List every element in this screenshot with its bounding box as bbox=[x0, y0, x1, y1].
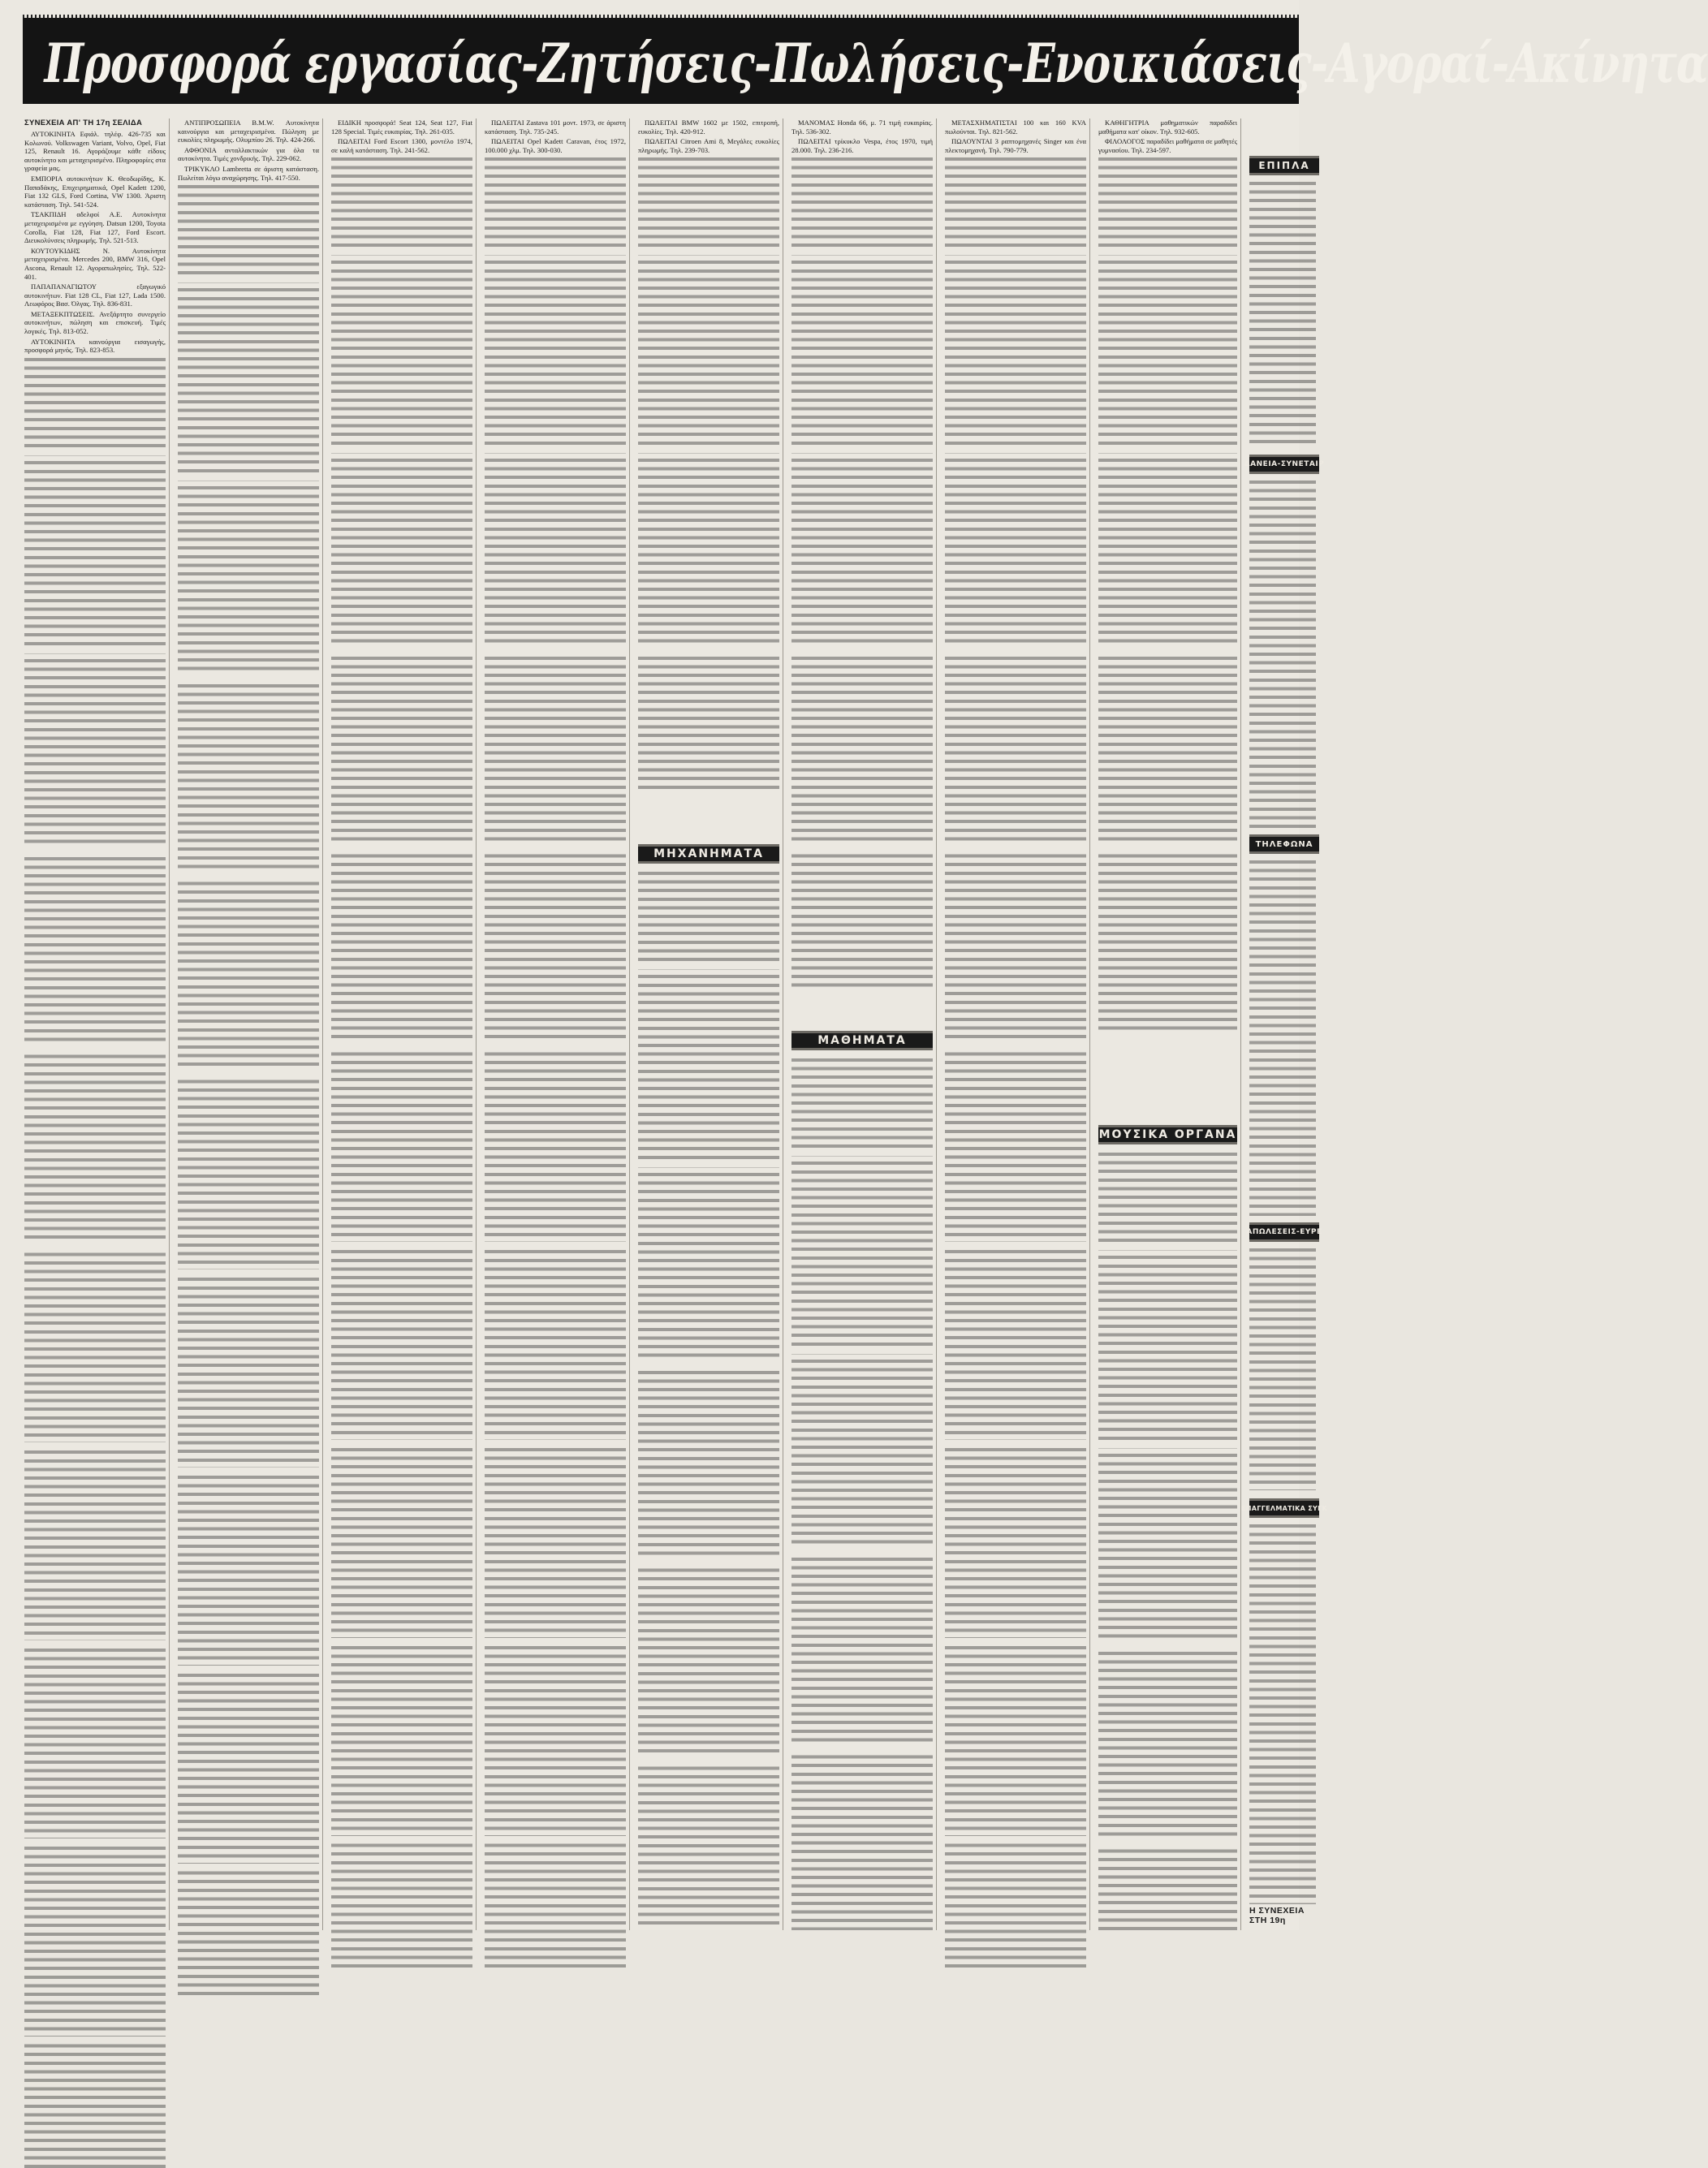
ad-text-block bbox=[638, 156, 779, 789]
ad-text-block bbox=[485, 156, 626, 1968]
masthead-title: Προσφορά εργασίας-Ζητήσεις-Πωλήσεις-Ενοικιάσεις-Αγοραί-Ακίνητα bbox=[44, 32, 1708, 95]
classified-ad: ΕΜΠΟΡΙΑ αυτοκινήτων Κ. Θεοδωρίδης, Κ. Παπαδάκης, Επιχειρηματικά, Opel Kadett 1200, Fiat 132 GLS, Ford Cortina, VW 1300. Άριστη κατάσταση. Τηλ. 541-524. bbox=[24, 174, 166, 209]
ad-text-block bbox=[178, 183, 319, 1995]
section-banner-mechanimata bbox=[638, 844, 779, 864]
section-body bbox=[1249, 1247, 1316, 1490]
ad-text-block bbox=[1098, 1151, 1237, 1930]
ad-text-block bbox=[945, 156, 1086, 1968]
column-5 bbox=[635, 119, 783, 1930]
classified-ad: ΜΕΤΑΣΧΗΜΑΤΙΣΤΑΙ 100 και 160 KVA πωλούνται. Τηλ. 821-562. bbox=[945, 119, 1086, 136]
column-8 bbox=[1095, 119, 1241, 1930]
classified-ad: ΚΟΥΤΟΥΚΙΔΗΣ Ν. Αυτοκίνητα μεταχειρισμένα. Mercedes 200, BMW 316, Opel Ascona, Renault 12. Αγοραπωλησίες. Τηλ. 522-401. bbox=[24, 246, 166, 281]
classified-ad: ΠΑΠΑΠΑΝΑΓΙΩΤΟΥ εξαγωγικό αυτοκινήτων. Fiat 128 CL, Fiat 127, Lada 1500. Λεωφόρος Βασ. Όλγας. Τηλ. 836-831. bbox=[24, 282, 166, 308]
section-banner-epaggelmatika bbox=[1241, 1498, 1327, 1518]
column-9 bbox=[1241, 119, 1327, 1930]
section-banner-epipla bbox=[1249, 156, 1319, 175]
classified-ad: ΑΦΘΟΝΙΑ ανταλλακτικών για όλα τα αυτοκίνητα. Τιμές χονδρικής. Τηλ. 229-062. bbox=[178, 145, 319, 163]
classified-ad: ΑΝΤΙΠΡΟΣΩΠΕΙΑ B.M.W. Αυτοκίνητα καινούργια και μεταχειρισμένα. Πώληση με ευκολίες πληρωμής. Ολυμπίου 26. Τηλ. 424-266. bbox=[178, 119, 319, 144]
classified-ad: ΜΕΤΑΞΕΚΠΤΩΣΕΙΣ. Ανεξάρτητο συνεργείο αυτοκινήτων, πώληση και επισκευή. Τιμές λογικές. Τηλ. 813-052. bbox=[24, 309, 166, 336]
ad-text-block bbox=[638, 870, 779, 1930]
masthead bbox=[23, 18, 1708, 104]
classified-ad: ΦΙΛΟΛΟΓΟΣ παραδίδει μαθήματα σε μαθητές γυμνασίου. Τηλ. 234-597. bbox=[1098, 137, 1237, 154]
classified-ad: ΜΑΝΟΜΑΣ Honda 66, μ. 71 τιμή ευκαιρίας. Τηλ. 536-302. bbox=[791, 119, 933, 136]
classified-ad: ΕΙΔΙΚΗ προσφορά! Seat 124, Seat 127, Fiat 128 Special. Τιμές ευκαιρίας. Τηλ. 261-035. bbox=[331, 119, 472, 136]
classified-ad: ΑΥΤΟΚΙΝΗΤΑ καινούργια εισαγωγής, προσφορά μηνός. Τηλ. 823-853. bbox=[24, 337, 166, 355]
column-2 bbox=[175, 119, 323, 1930]
section-body bbox=[791, 1057, 933, 1930]
column-7 bbox=[942, 119, 1090, 1930]
classified-ad: ΠΩΛΕΙΤΑΙ Opel Kadett Caravan, έτος 1972, 100.000 χλμ. Τηλ. 300-030. bbox=[485, 137, 626, 154]
ad-text-block bbox=[1098, 156, 1237, 1032]
column-1 bbox=[21, 119, 170, 1930]
section-body bbox=[1249, 479, 1316, 828]
section-title: ΔΑΝΕΙΑ-ΣΥΝΕΤΑΙΡ bbox=[1244, 460, 1325, 468]
section-title: ΤΗΛΕΦΩΝΑ bbox=[1255, 839, 1313, 849]
ad-text-block bbox=[791, 1057, 933, 1930]
classified-ad: ΠΩΛΕΙΤΑΙ Zastava 101 μοντ. 1973, σε άριστη κατάσταση. Τηλ. 735-245. bbox=[485, 119, 626, 136]
ad-text-block bbox=[1249, 479, 1316, 828]
classified-ad: ΠΩΛΕΙΤΑΙ Citroen Ami 8, Μεγάλες ευκολίες πληρωμής. Τηλ. 239-703. bbox=[638, 137, 779, 154]
section-body bbox=[1249, 1523, 1316, 1904]
section-body bbox=[638, 870, 779, 1930]
section-body bbox=[1249, 859, 1316, 1216]
section-title: ΜΗΧΑΝΗΜΑΤΑ bbox=[653, 847, 764, 860]
classified-columns bbox=[21, 119, 1327, 1930]
section-banner-apoleseis bbox=[1246, 1222, 1322, 1242]
classified-ad: ΤΡΙΚΥΚΛΟ Lambretta σε άριστη κατάσταση. Πωλείται λόγω αναχώρησης. Τηλ. 417-550. bbox=[178, 164, 319, 182]
section-banner-mathimata bbox=[791, 1031, 933, 1050]
classified-ad: ΠΩΛΟΥΝΤΑΙ 3 ραπτομηχανές Singer και ένα πλεκτομηχανή. Τηλ. 790-779. bbox=[945, 137, 1086, 154]
continuation-footer: Η ΣΥΝΕΧΕΙΑ ΣΤΗ 19η bbox=[1249, 1906, 1305, 1925]
classified-ad: ΠΩΛΕΙΤΑΙ BMW 1602 με 1502, επιτροπή, ευκολίες. Τηλ. 420-912. bbox=[638, 119, 779, 136]
section-banner-daneia bbox=[1244, 455, 1325, 474]
column-3 bbox=[328, 119, 477, 1930]
section-title: ΕΠΑΓΓΕΛΜΑΤΙΚΑ ΣΥΓΚ bbox=[1241, 1504, 1327, 1512]
section-banner-mousika-organa bbox=[1098, 1125, 1237, 1144]
ad-text-block bbox=[1249, 859, 1316, 1216]
classified-ad: ΑΥΤΟΚΙΝΗΤΑ Εφιάλ. τηλέφ. 426-735 και Κολωνού. Volkswagen Variant, Volvo, Opel, Fiat 125, Renault 16. Αγοράζουμε κάθε είδους αυτοκίνητο και μεταχειρισμένο. Πληροφορίες στα γραφεία μας. bbox=[24, 130, 166, 173]
ad-text-block bbox=[1249, 1523, 1316, 1904]
column-6 bbox=[788, 119, 937, 1930]
section-body bbox=[1249, 180, 1316, 448]
ad-text-block bbox=[24, 356, 166, 2168]
section-body bbox=[1098, 1151, 1237, 1930]
classified-ad: ΚΑΘΗΓΗΤΡΙΑ μαθηματικών παραδίδει μαθήματα κατ' οίκον. Τηλ. 932-605. bbox=[1098, 119, 1237, 136]
section-title: ΜΟΥΣΙΚΑ ΟΡΓΑΝΑ bbox=[1098, 1128, 1237, 1141]
section-banner-tilefona bbox=[1249, 834, 1319, 854]
section-title: ΜΑΘΗΜΑΤΑ bbox=[817, 1034, 907, 1047]
classified-ad: ΠΩΛΕΙΤΑΙ Ford Escort 1300, μοντέλο 1974, σε καλή κατάσταση. Τηλ. 241-562. bbox=[331, 137, 472, 154]
classified-ad: ΤΣΑΚΠΙΔΗ αδελφοί Α.Ε. Αυτοκίνητα μεταχειρισμένα με εγγύηση. Datsun 1200, Toyota Corolla, Fiat 128, Fiat 127, Ford Escort. Διευκολύνσεις πληρωμής. Τηλ. 521-513. bbox=[24, 210, 166, 245]
section-title: ΑΠΩΛΕΣΕΙΣ-ΕΥΡΕ bbox=[1246, 1228, 1322, 1236]
column-4 bbox=[481, 119, 630, 1930]
classified-ad: ΠΩΛΕΙΤΑΙ τρίκυκλο Vespa, έτος 1970, τιμή 28.000. Τηλ. 236-216. bbox=[791, 137, 933, 154]
section-title: ΕΠΙΠΛΑ bbox=[1258, 160, 1310, 171]
ad-text-block bbox=[1249, 180, 1316, 448]
continuation-label: ΣΥΝΕΧΕΙΑ ΑΠ' ΤΗ 17η ΣΕΛΙΔΑ bbox=[24, 119, 143, 127]
ad-text-block bbox=[1249, 1247, 1316, 1490]
ad-text-block bbox=[791, 156, 933, 990]
ad-text-block bbox=[331, 156, 472, 1968]
